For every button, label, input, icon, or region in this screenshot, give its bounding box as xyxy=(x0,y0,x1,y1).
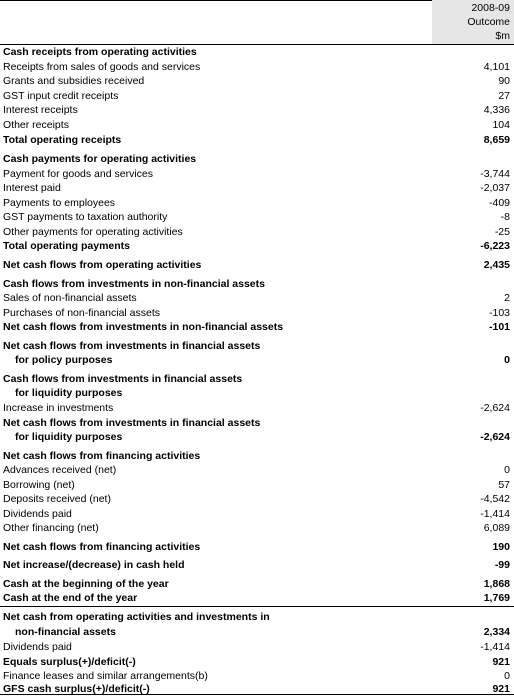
row-value: 1,769 xyxy=(483,592,510,604)
row-value: 6,089 xyxy=(483,522,510,534)
row-label: Net cash flows from financing activities xyxy=(3,541,201,553)
row-label: Total operating payments xyxy=(3,240,130,252)
row-value: -1,414 xyxy=(480,641,510,653)
row-label: Increase in investments xyxy=(3,402,114,414)
row-label: Net cash flows from operating activities xyxy=(3,259,202,271)
row-label: Receipts from sales of goods and services xyxy=(3,61,201,73)
row-value: 104 xyxy=(492,119,510,131)
row-value: -99 xyxy=(494,559,510,571)
row-value: -2,624 xyxy=(480,431,510,443)
row-label: Advances received (net) xyxy=(3,464,117,476)
row-label: Finance leases and similar arrangements(b) xyxy=(3,670,208,682)
row-label: Dividends paid xyxy=(3,508,72,520)
row-label: for liquidity purposes xyxy=(15,387,123,399)
row-value: 2,334 xyxy=(483,626,510,638)
row-label: Borrowing (net) xyxy=(3,479,75,491)
row-label: Net cash flows from investments in financial assets xyxy=(3,417,261,429)
row-label: Total operating receipts xyxy=(3,134,122,146)
row-label: GST payments to taxation authority xyxy=(3,211,168,223)
row-value: -3,744 xyxy=(480,168,510,180)
row-value: 190 xyxy=(492,541,510,553)
row-label: Dividends paid xyxy=(3,641,72,653)
row-label: Net cash flows from financing activities xyxy=(3,450,201,462)
row-label: GST input credit receipts xyxy=(3,90,119,102)
row-value: -6,223 xyxy=(480,240,510,252)
row-label: Cash at the beginning of the year xyxy=(3,578,169,590)
row-label: Payment for goods and services xyxy=(3,168,153,180)
row-value: -101 xyxy=(488,321,510,333)
row-value: 0 xyxy=(504,670,510,682)
row-value: -409 xyxy=(488,197,510,209)
row-label: Interest receipts xyxy=(3,104,78,116)
row-value: 4,101 xyxy=(483,61,510,73)
header-label: Outcome xyxy=(467,16,510,28)
row-value: -2,037 xyxy=(480,182,510,194)
row-value: -4,542 xyxy=(480,493,510,505)
row-label: Sales of non-financial assets xyxy=(3,292,137,304)
row-label: for liquidity purposes xyxy=(15,431,123,443)
row-label: Other financing (net) xyxy=(3,522,99,534)
column-header xyxy=(432,0,514,45)
row-label: Interest paid xyxy=(3,182,61,194)
row-value: -8 xyxy=(500,211,510,223)
row-label: Cash receipts from operating activities xyxy=(3,46,197,58)
row-value: 1,868 xyxy=(483,578,510,590)
row-value: 4,336 xyxy=(483,104,510,116)
row-label: for policy purposes xyxy=(15,354,113,366)
row-value: 57 xyxy=(498,479,510,491)
row-label: GFS cash surplus(+)/deficit(-) xyxy=(3,683,150,695)
row-label: Cash at the end of the year xyxy=(3,592,138,604)
row-value: 0 xyxy=(504,354,510,366)
row-label: Deposits received (net) xyxy=(3,493,111,505)
row-label: Net cash flows from investments in financial assets xyxy=(3,340,261,352)
section-rule xyxy=(0,606,514,607)
row-label: Net cash flows from investments in non-financial assets xyxy=(3,321,284,333)
row-label: Cash payments for operating activities xyxy=(3,153,197,165)
row-label: Purchases of non-financial assets xyxy=(3,307,161,319)
row-value: -1,414 xyxy=(480,508,510,520)
row-value: 2 xyxy=(504,292,510,304)
row-value: 90 xyxy=(498,75,510,87)
row-label: Cash flows from investments in financial assets xyxy=(3,373,243,385)
row-value: -103 xyxy=(488,307,510,319)
row-label: Cash flows from investments in non-financial assets xyxy=(3,278,265,290)
row-value: 921 xyxy=(492,656,510,668)
row-value: 27 xyxy=(498,90,510,102)
row-label: Other receipts xyxy=(3,119,69,131)
row-value: 8,659 xyxy=(483,134,510,146)
row-value: 921 xyxy=(492,683,510,695)
row-label: Net increase/(decrease) in cash held xyxy=(3,559,185,571)
row-label: Other payments for operating activities xyxy=(3,226,183,238)
row-value: 0 xyxy=(504,464,510,476)
row-label: Net cash from operating activities and investments in xyxy=(3,611,270,623)
header-year: 2008-09 xyxy=(471,2,510,14)
row-label: Grants and subsidies received xyxy=(3,75,145,87)
header-unit: $m xyxy=(495,30,510,42)
row-value: -25 xyxy=(494,226,510,238)
row-label: Equals surplus(+)/deficit(-) xyxy=(3,656,136,668)
row-label: non-financial assets xyxy=(15,626,116,638)
row-value: -2,624 xyxy=(480,402,510,414)
row-value: 2,435 xyxy=(483,259,510,271)
row-label: Payments to employees xyxy=(3,197,116,209)
